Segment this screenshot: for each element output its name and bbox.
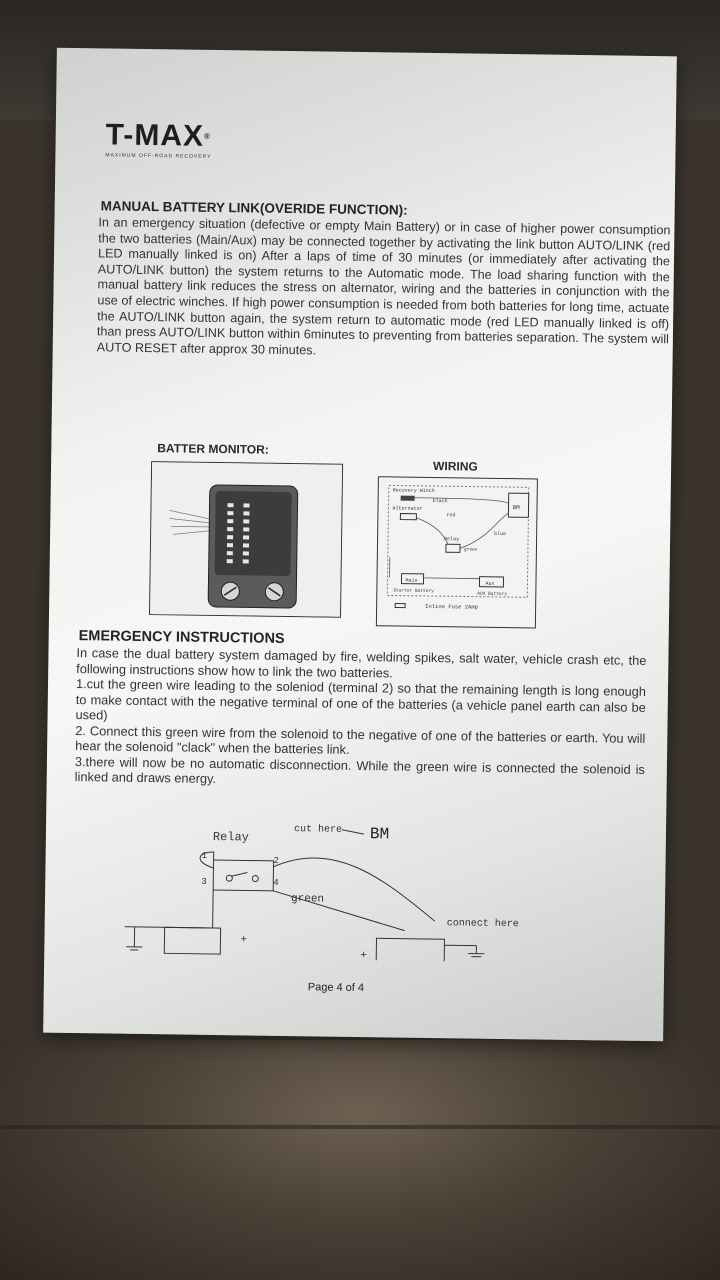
diagram-relay: Relay xyxy=(212,829,250,845)
monitor-caption: BATTER MONITOR: xyxy=(157,441,269,457)
logo-tagline: MAXIMUM OFF-ROAD RECOVERY xyxy=(105,152,212,160)
manual-link-paragraph: In an emergency situation (defective or empty Main Battery) or in case of higher power consumption the two batteries (Main/Aux) may be connected together by activating the link button AUTO/LINK (red LED manually linked is on) After a laps of time of 30 minutes (or immediately after activating the AUTO/LINK button) the system returns to the Automatic mode. The load sharing function with the manual battery link reduces the stress on alternator, wiring and the batteries in conjunction with the use of electric winches. If high power consumption is needed from both batteries for long time, actuate the AUTO/LINK button again, the system return to automatic mode (red LED manually linked is off) than press AUTO/LINK button within 6minutes to preventing from batteries separation. The system will AUTO RESET after approx 30 minutes. xyxy=(96,215,671,358)
tmax-logo: T-MAX® MAXIMUM OFF-ROAD RECOVERY xyxy=(105,120,236,160)
diagram-plus-left: + xyxy=(240,934,248,947)
emergency-step-2: 2. Connect this green wire from the solenoid to the negative of one of the batteries or earth. You will hear the solenoid "clack" when the batteries link. xyxy=(75,722,646,757)
manual-link-body xyxy=(97,215,671,363)
wiring-blue: blue xyxy=(494,530,507,538)
wiring-black: black xyxy=(432,498,448,505)
emergency-body xyxy=(75,645,647,792)
diagram-connect-here: connect here xyxy=(446,918,519,931)
emergency-title: EMERGENCY INSTRUCTIONS xyxy=(78,628,285,647)
emergency-step-3: 3.there will now be no automatic disconnection. While the green wire is connected the solenoid is linked and draws energy. xyxy=(74,753,645,787)
diagram-terminal-3: 3 xyxy=(201,876,207,887)
background-leather xyxy=(0,1040,720,1280)
wiring-bm: BM xyxy=(512,504,520,512)
background-seam xyxy=(0,1125,720,1129)
diagram-battery-left xyxy=(164,927,220,954)
emergency-intro: In case the dual battery system damaged by fire, welding spikes, salt water, vehicle crash etc, the following instructions show how to link the two batteries. xyxy=(76,645,647,680)
wiring-drawing xyxy=(377,477,537,627)
wiring-starter-battery: Starter Battery xyxy=(393,588,434,595)
diagram-bm: BM xyxy=(369,825,390,844)
wiring-alternator: Alternator xyxy=(392,505,423,512)
wiring-red: red xyxy=(446,512,456,519)
monitor-face xyxy=(215,491,292,576)
diagram-relay-box xyxy=(213,860,273,891)
diagram-terminal-2: 2 xyxy=(273,855,280,866)
diagram-green: green xyxy=(290,893,325,906)
manual-link-title: MANUAL BATTERY LINK(OVERIDE FUNCTION): xyxy=(100,198,408,218)
diagram-green-wire xyxy=(273,857,436,921)
wiring-caption: WIRING xyxy=(433,459,478,474)
diagram-terminal-1: 1 xyxy=(201,850,208,861)
manual-page xyxy=(43,48,677,1042)
diagram-cut-here: cut here xyxy=(293,824,343,836)
emergency-step-1: 1.cut the green wire leading to the soleniod (terminal 2) so that the remaining length is long enough to make contact with the negative terminal of one of the batteries (a vehicle panel earth can also be used) xyxy=(75,676,647,723)
wiring-relay: Relay xyxy=(444,536,460,543)
wiring-recovery-winch: Recovery Winch xyxy=(392,487,435,495)
battery-monitor-drawing xyxy=(150,462,342,617)
relay-diagram xyxy=(104,816,546,962)
logo-mark: T-MAX xyxy=(105,118,205,153)
wiring-diagram xyxy=(376,476,538,628)
wiring-aux: Aux xyxy=(485,580,495,587)
wiring-aux-battery: AUX Battery xyxy=(477,591,508,598)
wiring-green: green xyxy=(463,547,478,553)
diagram-battery-right xyxy=(376,938,444,962)
battery-monitor-image xyxy=(149,461,343,618)
diagram-terminal-4: 4 xyxy=(273,877,279,888)
wiring-main: Main xyxy=(405,577,418,584)
wiring-inline-fuse: Inline Fuse 2Amp xyxy=(425,602,478,611)
page-number: Page 4 of 4 xyxy=(307,981,365,995)
diagram-plus-right: + xyxy=(360,950,367,963)
